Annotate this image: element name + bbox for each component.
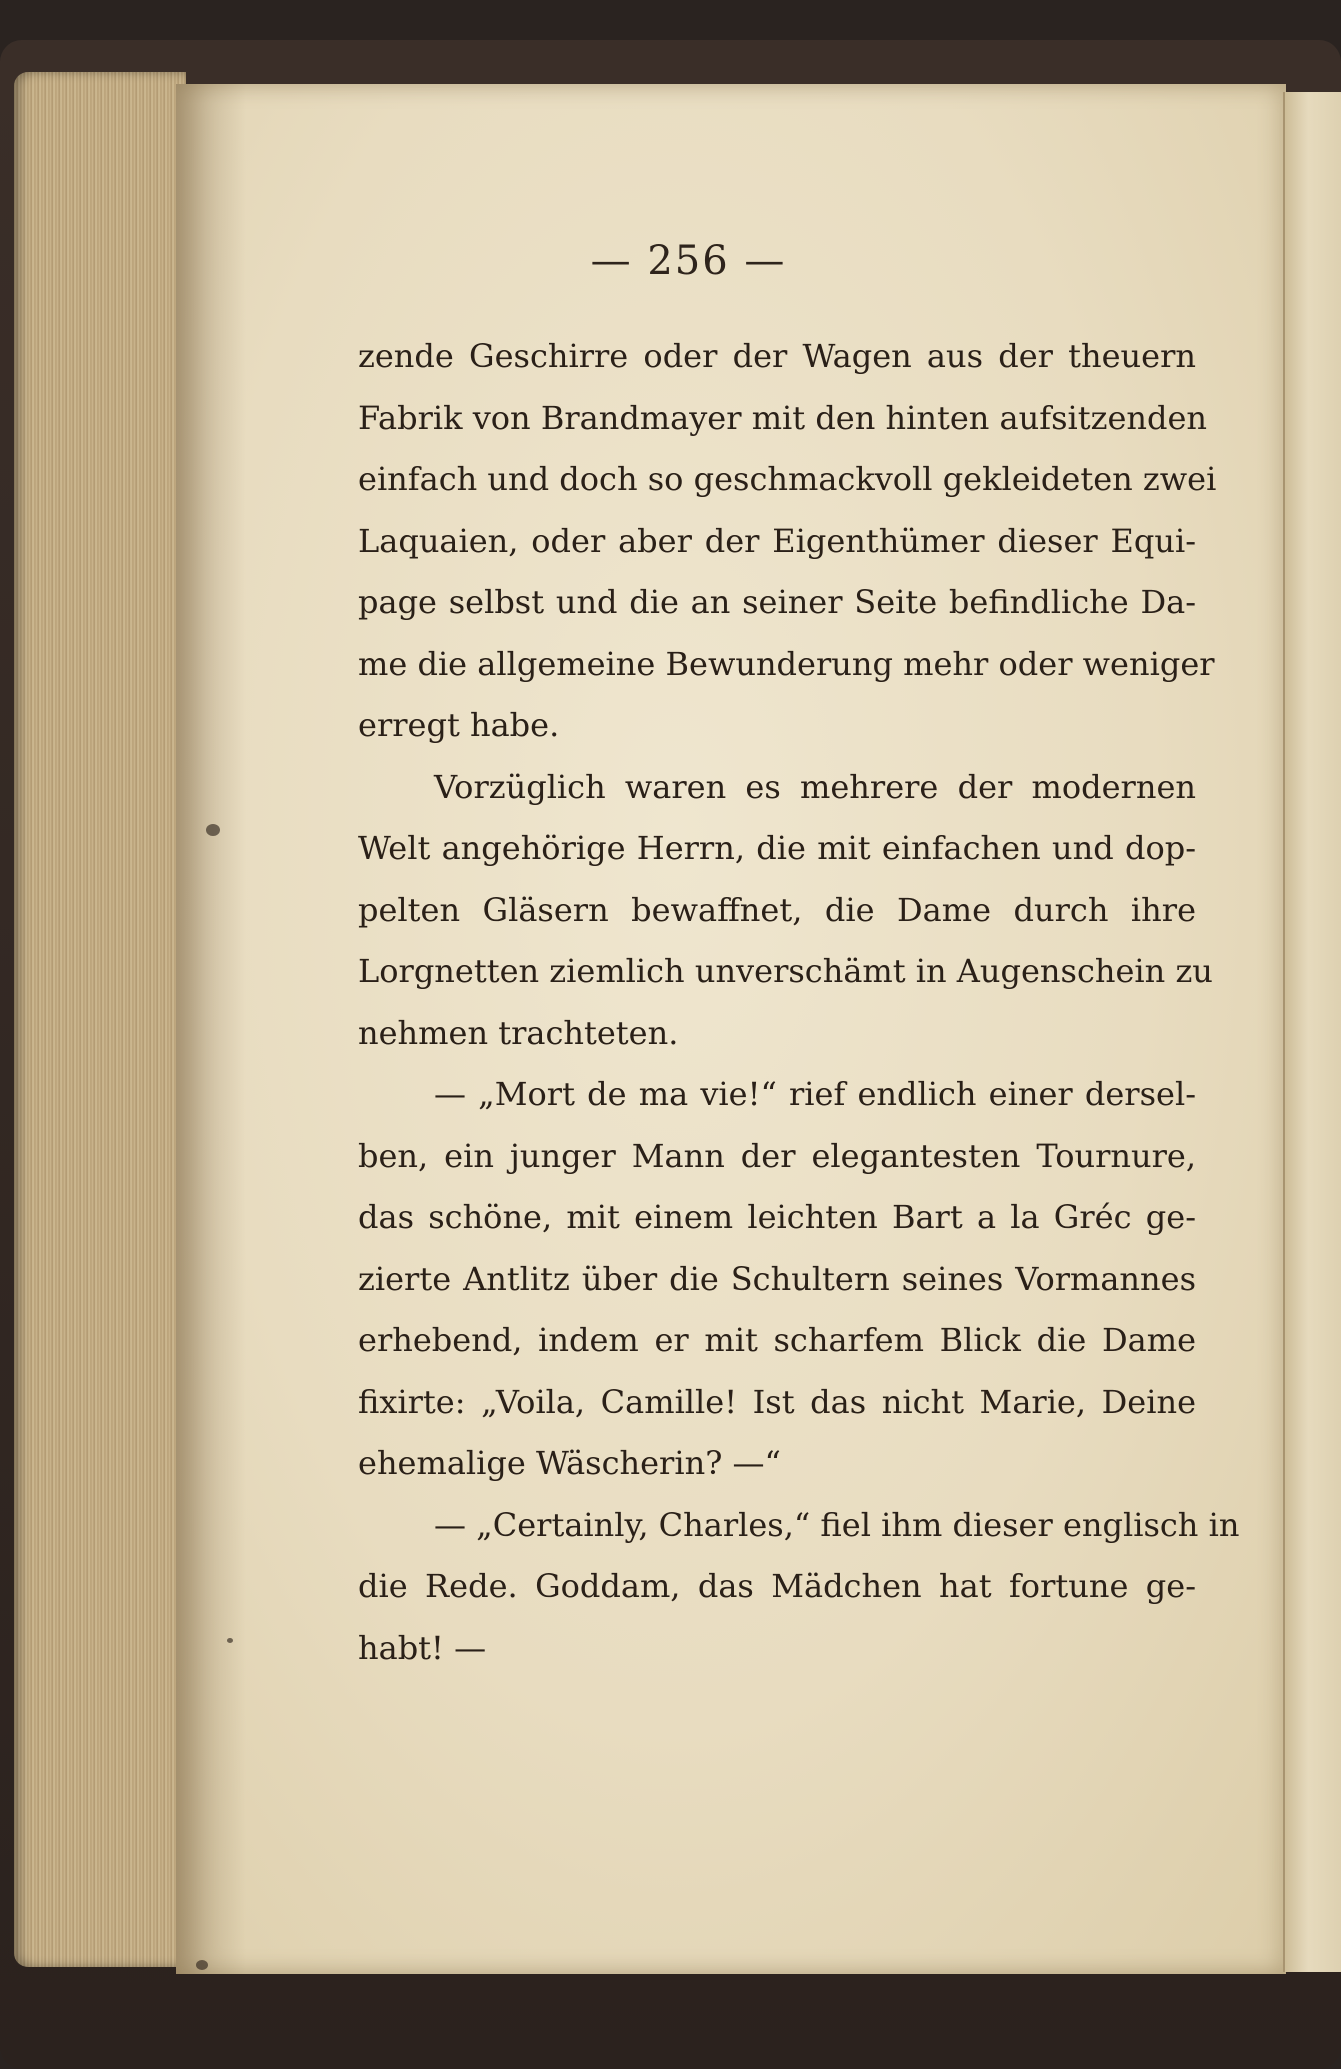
page-number: — 256 —: [590, 238, 787, 284]
text-line: die Rede. Goddam, das Mädchen hat fortune ge-: [358, 1567, 1196, 1605]
text-line: fixirte: „Voila, Camille! Ist das nicht Marie, Deine: [358, 1382, 1196, 1421]
text-line: erregt habe.: [358, 706, 560, 744]
text-line: me die allgemeine Bewunderung mehr oder weniger: [358, 644, 1215, 683]
text-line: ehemalige Wäscherin? —“: [358, 1444, 781, 1482]
gutter-shadow: [176, 84, 246, 1974]
text-line: — „Certainly, Charles,“ fiel ihm dieser englisch in: [434, 1505, 1240, 1544]
text-line: das schöne, mit einem leichten Bart a la Gréc ge-: [358, 1198, 1196, 1236]
text-line: Lorgnetten ziemlich unverschämt in Augenschein zu: [358, 952, 1213, 990]
ink-spot: [196, 1960, 208, 1970]
page-edges: [14, 72, 186, 1967]
text-line: page selbst und die an seiner Seite befindliche Da-: [358, 583, 1196, 621]
ink-spot: [206, 824, 220, 836]
text-line: pelten Gläsern bewaffnet, die Dame durch ihre: [358, 890, 1196, 929]
text-line: zierte Antlitz über die Schultern seines Vormannes: [358, 1259, 1196, 1298]
text-line: erhebend, indem er mit scharfem Blick die Dame: [358, 1321, 1196, 1359]
text-line: habt! —: [358, 1628, 487, 1667]
text-line: einfach und doch so geschmackvoll gekleideten zwei: [358, 460, 1217, 498]
text-line: Laquaien, oder aber der Eigenthümer dieser Equi-: [358, 521, 1196, 560]
next-page-edge: [1283, 92, 1341, 1972]
text-line: — „Mort de ma vie!“ rief endlich einer dersel-: [434, 1075, 1196, 1113]
text-line: Fabrik von Brandmayer mit den hinten aufsitzenden: [358, 398, 1208, 437]
text-line: zende Geschirre oder der Wagen aus der theuern: [358, 337, 1196, 375]
text-line: ben, ein junger Mann der elegantesten Tournure,: [358, 1136, 1196, 1175]
body-text: [358, 326, 1240, 1679]
text-line: nehmen trachteten.: [358, 1013, 679, 1052]
text-line: Vorzüglich waren es mehrere der modernen: [434, 767, 1196, 806]
text-line: Welt angehörige Herrn, die mit einfachen und dop-: [358, 829, 1196, 867]
ink-spot: [227, 1638, 233, 1643]
